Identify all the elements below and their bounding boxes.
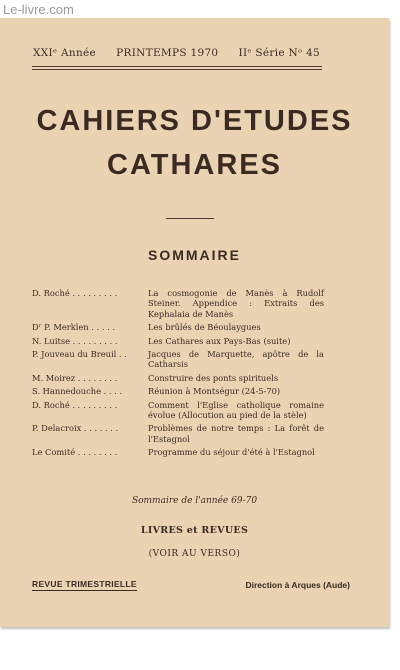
toc-author: P. Jouveau du Breuil . . (32, 349, 127, 360)
toc-entry (32, 322, 324, 332)
toc-author: S. Hannedouche . . . . (32, 386, 123, 397)
header-rule-bottom (32, 69, 322, 70)
toc-article-title: Comment l'Eglise catholique romaine évolue (Allocution au pied de la stèle) (148, 399, 324, 421)
watermark: Le-livre.com (3, 2, 74, 17)
toc-article-title: Les brûlés de Béoulaygues (148, 322, 261, 333)
toc-author: Le Comité . . . . . . . . (32, 447, 118, 458)
header-rule-top (32, 66, 322, 67)
toc-entry (32, 400, 324, 421)
toc-entry (32, 447, 324, 457)
table-of-contents (32, 288, 324, 461)
toc-article-title: Jacques de Marquette, apôtre de la Catharsis (148, 349, 324, 370)
sommaire-note: Sommaire de l'année 69-70 (131, 496, 258, 506)
toc-author: D. Roché . . . . . . . . . (32, 288, 118, 298)
verso-note: (VOIR AU VERSO) (148, 549, 241, 559)
toc-entry (32, 349, 324, 370)
toc-article-title: Programme du séjour d'été à l'Estagnol (148, 447, 315, 458)
toc-article-title: Les Cathares aux Pays-Bas (suite) (148, 335, 291, 346)
issue-year: XXIᵉ Année (33, 47, 97, 59)
journal-title-line2: CATHARES (107, 149, 282, 181)
toc-author: N. Luitse . . . . . . . . . (32, 335, 118, 346)
revue-label: REVUE TRIMESTRIELLE (32, 579, 137, 589)
toc-entry (32, 386, 324, 396)
toc-article-title: Problèmes de notre temps : La forêt de l'Estagnol (148, 423, 324, 444)
toc-author: P. Delacroix . . . . . . . (32, 423, 119, 434)
toc-article-title: Construire des ponts spirituels (148, 372, 279, 383)
issue-header (33, 47, 320, 59)
issue-series: IIᵉ Série Nᵒ 45 (238, 47, 320, 59)
toc-article-title: La cosmogonie de Manès à Rudolf Steiner. Appendice : Extraits des Kephalaia de Manès (148, 288, 324, 319)
toc-author: M. Moirez . . . . . . . . (32, 372, 118, 383)
title-divider (166, 218, 214, 219)
toc-author: Dʳ P. Merklen . . . . . (32, 322, 116, 333)
toc-entry (32, 336, 324, 346)
journal-cover (0, 18, 389, 627)
livres-heading: LIVRES et REVUES (140, 525, 249, 536)
toc-entry (32, 423, 324, 444)
direction-label: Direction à Arques (Aude) (245, 580, 350, 590)
journal-title-line1: CAHIERS D'ETUDES (36, 105, 353, 137)
toc-entry (32, 288, 324, 319)
toc-article-title: Réunion à Montségur (24-5-70) (148, 386, 281, 397)
sommaire-heading: SOMMAIRE (148, 247, 241, 263)
toc-entry (32, 373, 324, 383)
issue-season: PRINTEMPS 1970 (116, 47, 219, 59)
toc-author: D. Roché . . . . . . . . . (32, 399, 118, 410)
